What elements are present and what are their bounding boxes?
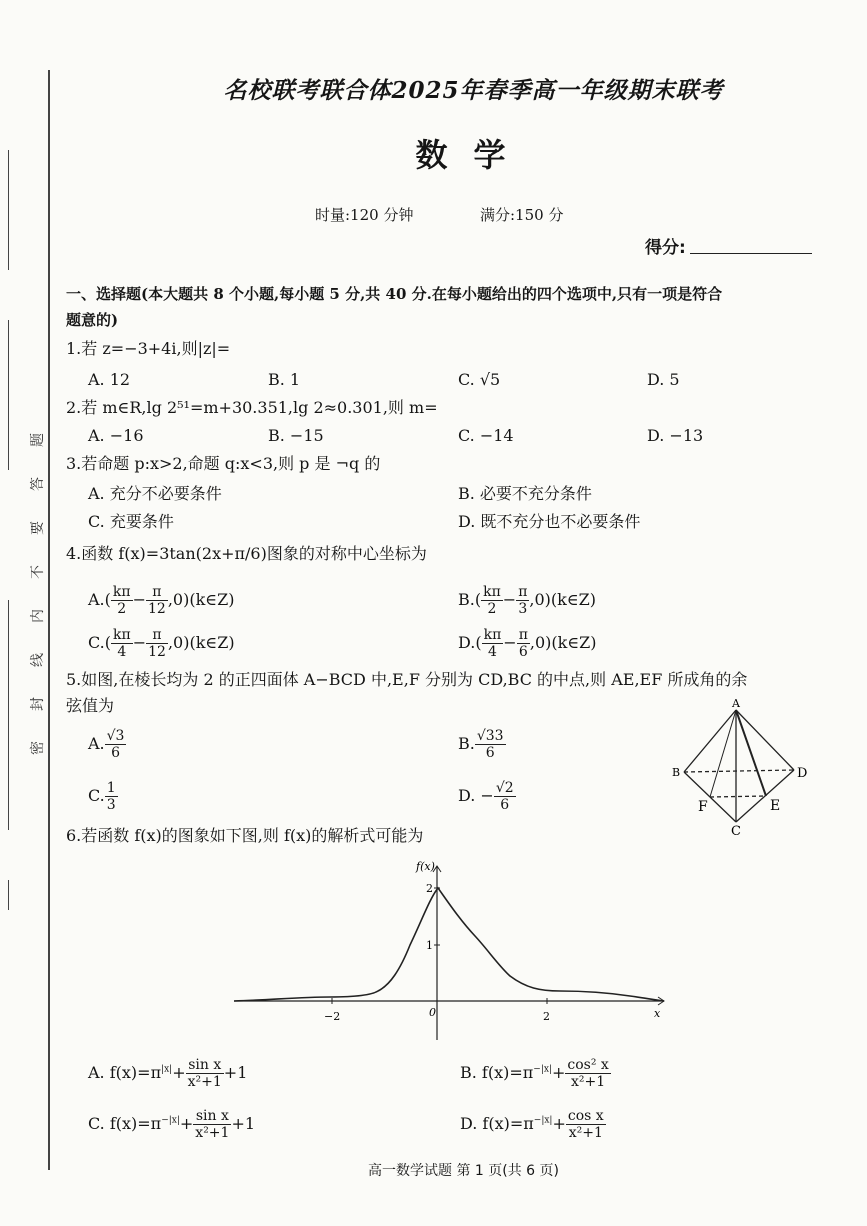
q6-d-exp: −|x| (533, 1115, 553, 1126)
q5-option-b[interactable] (458, 728, 506, 761)
q6-c-frac (193, 1108, 231, 1141)
q6-a-pre: A. f(x)=π (88, 1063, 162, 1082)
q5-option-d[interactable] (458, 780, 516, 813)
graph-tick-label-y2: 2 (426, 882, 433, 895)
q5-a-label: A. (88, 734, 105, 753)
segment-ef (710, 796, 766, 797)
seal-char: 内 (30, 609, 46, 623)
q5-b-label: B. (458, 734, 475, 753)
segment-af (710, 710, 736, 797)
q6-a-post: +1 (223, 1063, 248, 1082)
q6-b-pre: B. f(x)=π (460, 1063, 534, 1082)
seal-char: 线 (30, 653, 46, 667)
q4-a-frac2 (146, 584, 168, 617)
q4-stem-pre: 4.函数 f(x)=3tan (66, 544, 196, 563)
q4-option-d[interactable]: D.( $\frac{k\pi}{4}$ − $\frac{\pi}{6}$ ,0)(k∈Z) (458, 627, 597, 660)
q2-option-a[interactable]: A. −16 (88, 426, 144, 445)
q4-stem-post: 图象的对称中心坐标为 (266, 544, 427, 563)
q6-c-d: x²+1 (195, 1125, 230, 1141)
q6-option-a[interactable] (88, 1057, 247, 1090)
q3-option-d[interactable]: D. 既不充分也不必要条件 (458, 512, 641, 531)
q5-d-label: D. − (458, 786, 494, 805)
q6-option-d[interactable] (460, 1108, 606, 1141)
q6-a-frac (186, 1057, 224, 1090)
function-curve (234, 888, 664, 1001)
q6-c-mid: + (179, 1114, 194, 1133)
q4-d-n1: kπ (483, 627, 502, 643)
q1-stem: 1.若 z=−3+4i,则|z|= (66, 339, 231, 358)
q6-d-pre: D. f(x)=π (460, 1114, 534, 1133)
q4-d-n2: π (518, 627, 528, 643)
graph-tick-label-y1: 1 (426, 939, 433, 952)
q3-option-b[interactable]: B. 必要不充分条件 (458, 484, 592, 503)
q5-b-d: 6 (485, 745, 495, 761)
q4-d-frac2 (517, 627, 530, 660)
binding-line-dash-3 (8, 600, 9, 830)
q3-option-a[interactable]: A. 充分不必要条件 (88, 484, 222, 503)
q6-a-d: x²+1 (187, 1074, 222, 1090)
q4-a-d1: 2 (117, 601, 127, 617)
q5-d-d: 6 (500, 797, 510, 813)
graph-tick-label-x0: 0 (429, 1006, 436, 1019)
q4-c-n2: π (146, 627, 168, 644)
q4-d-d2: 6 (518, 644, 528, 660)
q5-b-frac (475, 728, 506, 761)
q6-c-n: sin x (193, 1108, 231, 1125)
q6-d-mid: + (552, 1114, 566, 1133)
page-footer: 高一数学试题 第 1 页(共 6 页) (368, 1163, 559, 1179)
q6-b-d: x²+1 (571, 1074, 606, 1090)
edge-ab (684, 710, 736, 772)
seal-column (28, 430, 48, 760)
q4-a-tail: ,0)(k∈Z) (167, 590, 235, 609)
q5-option-a[interactable] (88, 728, 126, 761)
edge-bd-hidden (684, 770, 794, 772)
graph-tick-label-xm2: −2 (324, 1010, 341, 1023)
q4-c-frac2 (146, 627, 168, 660)
q6-d-n: cos x (567, 1108, 604, 1124)
q2-option-d[interactable]: D. −13 (647, 426, 704, 445)
q4-option-b[interactable]: B.( $\frac{k\pi}{2}$ − $\frac{\pi}{3}$ ,0)(k∈Z) (458, 584, 597, 617)
q6-c-exp: −|x| (161, 1115, 180, 1126)
segment-ae (736, 710, 766, 796)
q1-option-c[interactable]: C. √5 (458, 370, 501, 389)
q1-option-d[interactable]: D. 5 (647, 370, 680, 389)
label-e: E (770, 798, 781, 814)
graph-ylabel: f(x) (416, 860, 435, 873)
q4-d-label: D. (458, 633, 476, 652)
label-f: F (698, 799, 708, 815)
q4-b-n1: kπ (483, 584, 501, 600)
q5-c-label: C. (88, 786, 105, 805)
q3-option-c[interactable]: C. 充要条件 (88, 512, 174, 531)
label-c: C (731, 824, 741, 838)
q5-c-d: 3 (106, 797, 116, 813)
q4-option-a[interactable]: A.( $\frac{k\pi}{2}$ − $\frac{\pi}{12}$ ,0)(k∈Z) (88, 584, 235, 617)
q6-a-exp: |x| (161, 1064, 173, 1075)
section-heading: 一、选择题(本大题共 8 个小题,每小题 5 分,共 40 分.在每小题给出的四个选项中,只有一项是符合 (66, 285, 723, 303)
q6-b-mid: + (551, 1063, 566, 1082)
q5-c-n: 1 (106, 780, 116, 796)
q6-b-frac (565, 1057, 610, 1090)
q4-c-frac1 (111, 627, 133, 660)
q6-c-post: +1 (231, 1114, 256, 1133)
edge-ad (736, 710, 794, 770)
graph-xlabel: x (654, 1007, 661, 1020)
label-b: B (672, 766, 681, 779)
tetrahedron-figure (670, 698, 820, 838)
q2-option-c[interactable]: C. −14 (458, 426, 514, 445)
q5-d-n: √2 (495, 780, 514, 796)
label-d: D (797, 766, 808, 781)
q6-a-n: sin x (186, 1057, 224, 1074)
seal-char: 密 (30, 741, 46, 755)
q6-option-c[interactable] (88, 1108, 255, 1141)
q1-option-b[interactable]: B. 1 (268, 370, 301, 389)
q2-option-b[interactable]: B. −15 (268, 426, 324, 445)
section-heading-cont: 题意的) (66, 311, 119, 329)
q4-a-frac1 (111, 584, 133, 617)
q4-a-label: A. (88, 590, 105, 609)
q4-d-frac1 (482, 627, 504, 660)
label-a: A (732, 698, 740, 710)
q6-a-mid: + (172, 1063, 186, 1082)
q5-stem-cont: 弦值为 (66, 696, 115, 715)
q4-option-c[interactable]: C.( $\frac{k\pi}{4}$ − $\frac{\pi}{12}$ ,0)(k∈Z) (88, 627, 235, 660)
q6-stem: 6.若函数 f(x)的图象如下图,则 f(x)的解析式可能为 (66, 826, 424, 845)
seal-char: 封 (30, 697, 46, 711)
function-graph (230, 850, 670, 1045)
q4-b-d2: 3 (518, 601, 528, 617)
binding-line-outer (48, 70, 50, 1170)
q6-b-n: cos² x (567, 1057, 609, 1073)
q4-stem (66, 542, 427, 566)
q4-c-tail: ,0)(k∈Z) (167, 633, 235, 652)
q4-c-label: C. (88, 633, 105, 652)
time-label: 时量:120 分钟 (315, 206, 414, 224)
q5-b-n: √33 (476, 728, 504, 744)
graph-tick-label-x2: 2 (543, 1010, 550, 1023)
binding-line-dash-4 (8, 880, 9, 910)
full-score-label: 满分:150 分 (480, 206, 564, 224)
seal-char: 题 (30, 433, 46, 447)
q5-d-frac (494, 780, 516, 813)
q4-b-label: B. (458, 590, 475, 609)
q4-c-d1: 4 (117, 644, 127, 660)
q6-option-b[interactable] (460, 1057, 611, 1090)
q2-stem: 2.若 m∈R,lg 2⁵¹=m+30.351,lg 2≈0.301,则 m= (66, 398, 438, 417)
score-label: 得分: (645, 238, 686, 258)
q4-a-d2: 12 (147, 601, 166, 617)
q6-c-pre: C. f(x)=π (88, 1114, 162, 1133)
q5-a-frac (105, 728, 127, 761)
binding-line-dash-2 (8, 320, 9, 470)
q5-stem: 5.如图,在棱长均为 2 的正四面体 A−BCD 中,E,F 分别为 CD,BC 的中点,则 AE,EF 所成角的余 (66, 670, 748, 689)
q4-b-frac2 (516, 584, 529, 617)
q4-b-n2: π (518, 584, 528, 600)
q4-c-n1: kπ (113, 627, 131, 643)
subject-title: 数学 (415, 136, 532, 174)
q6-d-d: x²+1 (568, 1125, 603, 1141)
q4-d-d1: 4 (487, 644, 497, 660)
q4-c-d2: 12 (148, 644, 166, 660)
q4-b-frac1 (481, 584, 503, 617)
seal-char: 不 (30, 565, 46, 579)
q6-b-exp: −|x| (533, 1064, 552, 1075)
q4-stem-arg: (2x+π/6) (195, 544, 267, 563)
q4-b-d1: 2 (487, 601, 497, 617)
q3-stem: 3.若命题 p:x>2,命题 q:x<3,则 p 是 ¬q 的 (66, 454, 381, 473)
q4-a-n1: kπ (112, 584, 131, 600)
exam-title: 名校联考联合体2025年春季高一年级期末联考 (223, 77, 724, 104)
q6-d-frac (566, 1108, 606, 1141)
q4-a-n2: π (146, 584, 168, 601)
q1-option-a[interactable]: A. 12 (88, 370, 131, 389)
seal-char: 要 (30, 521, 46, 535)
seal-char: 答 (30, 477, 46, 491)
q5-c-frac (105, 780, 118, 813)
q5-a-d: 6 (111, 745, 121, 761)
q5-a-n: √3 (106, 728, 125, 744)
q4-b-tail: ,0)(k∈Z) (529, 590, 597, 609)
score-blank[interactable] (690, 253, 812, 254)
q5-option-c[interactable] (88, 780, 118, 813)
q4-d-tail: ,0)(k∈Z) (529, 633, 597, 652)
